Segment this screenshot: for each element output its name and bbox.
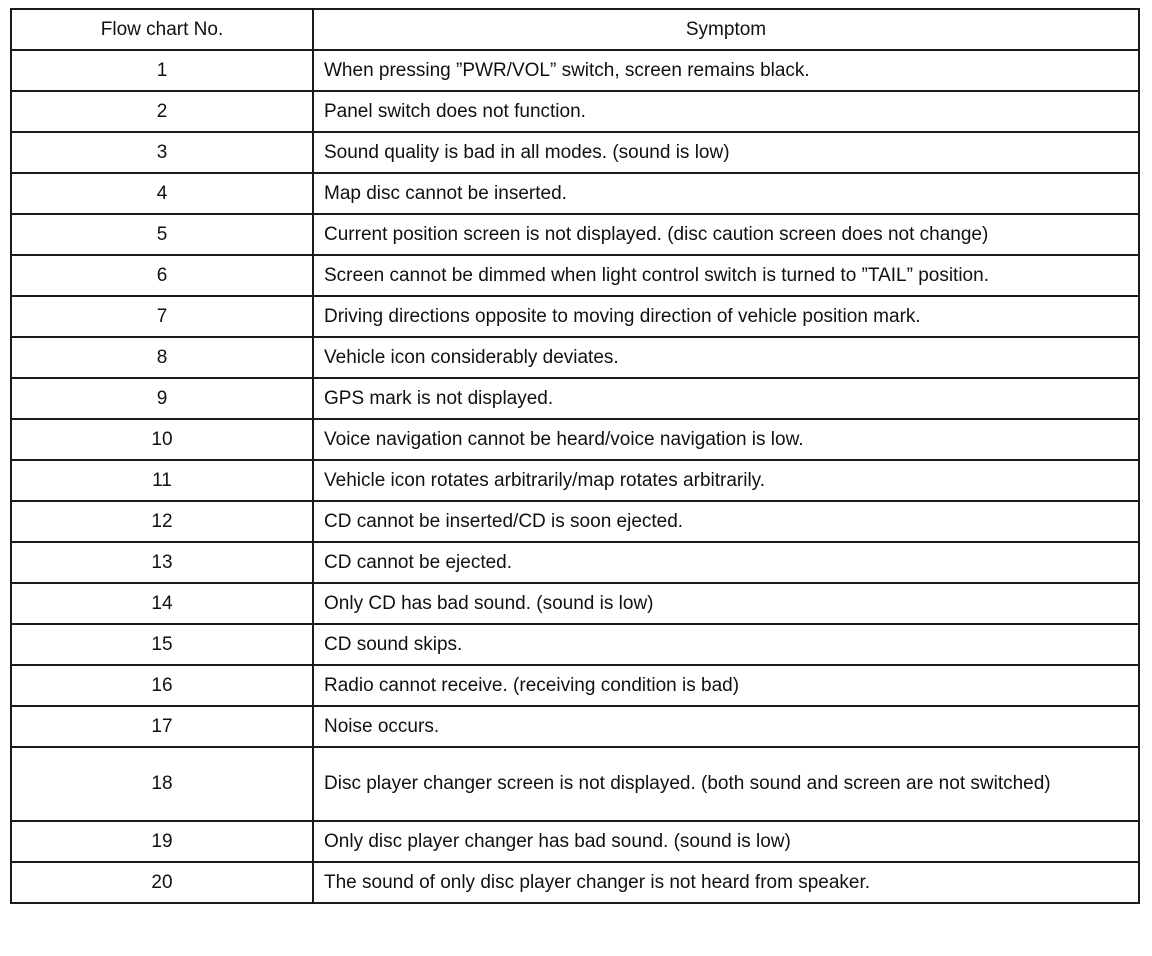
table-row [11,665,1139,706]
flow-chart-number: 13 [11,542,313,583]
table-row [11,583,1139,624]
flow-chart-number: 15 [11,624,313,665]
symptom-text: CD sound skips. [313,624,1139,665]
symptom-text: Voice navigation cannot be heard/voice navigation is low. [313,419,1139,460]
flow-chart-number: 1 [11,50,313,91]
table-row [11,378,1139,419]
flow-chart-number: 14 [11,583,313,624]
flow-chart-number: 8 [11,337,313,378]
symptom-text: Panel switch does not function. [313,91,1139,132]
table-row [11,255,1139,296]
table-row [11,821,1139,862]
flow-chart-number: 19 [11,821,313,862]
table-header [11,9,1139,50]
table-body [11,50,1139,903]
header-flow-chart-no: Flow chart No. [11,9,313,50]
symptom-text: Vehicle icon rotates arbitrarily/map rotates arbitrarily. [313,460,1139,501]
table-row [11,132,1139,173]
flow-chart-number: 2 [11,91,313,132]
symptom-text: Screen cannot be dimmed when light control switch is turned to ”TAIL” position. [313,255,1139,296]
symptom-text: CD cannot be ejected. [313,542,1139,583]
symptom-text: Sound quality is bad in all modes. (sound is low) [313,132,1139,173]
table-row [11,91,1139,132]
table-row [11,624,1139,665]
flow-chart-number: 4 [11,173,313,214]
symptom-text: Only CD has bad sound. (sound is low) [313,583,1139,624]
table-row [11,501,1139,542]
flow-chart-number: 11 [11,460,313,501]
flow-chart-number: 6 [11,255,313,296]
table-row [11,862,1139,903]
table-row [11,542,1139,583]
symptom-text: GPS mark is not displayed. [313,378,1139,419]
symptom-text: The sound of only disc player changer is not heard from speaker. [313,862,1139,903]
flow-chart-number: 9 [11,378,313,419]
symptom-text: When pressing ”PWR/VOL” switch, screen remains black. [313,50,1139,91]
flow-chart-number: 17 [11,706,313,747]
table-row [11,214,1139,255]
table-row [11,296,1139,337]
table-row [11,460,1139,501]
flow-chart-number: 7 [11,296,313,337]
symptom-table [10,8,1140,904]
symptom-text: CD cannot be inserted/CD is soon ejected. [313,501,1139,542]
symptom-text: Map disc cannot be inserted. [313,173,1139,214]
table-row [11,706,1139,747]
table-row [11,173,1139,214]
flow-chart-number: 16 [11,665,313,706]
table-row [11,419,1139,460]
symptom-text: Only disc player changer has bad sound. (sound is low) [313,821,1139,862]
symptom-text: Radio cannot receive. (receiving condition is bad) [313,665,1139,706]
table-row [11,50,1139,91]
flow-chart-number: 20 [11,862,313,903]
flow-chart-number: 3 [11,132,313,173]
symptom-text: Current position screen is not displayed. (disc caution screen does not change) [313,214,1139,255]
symptom-text: Vehicle icon considerably deviates. [313,337,1139,378]
symptom-text: Disc player changer screen is not displayed. (both sound and screen are not switched) [313,747,1139,821]
header-symptom: Symptom [313,9,1139,50]
flow-chart-number: 10 [11,419,313,460]
table-row [11,747,1139,821]
header-row [11,9,1139,50]
flow-chart-number: 12 [11,501,313,542]
flow-chart-number: 18 [11,747,313,821]
flow-chart-number: 5 [11,214,313,255]
symptom-text: Noise occurs. [313,706,1139,747]
table-row [11,337,1139,378]
symptom-text: Driving directions opposite to moving direction of vehicle position mark. [313,296,1139,337]
